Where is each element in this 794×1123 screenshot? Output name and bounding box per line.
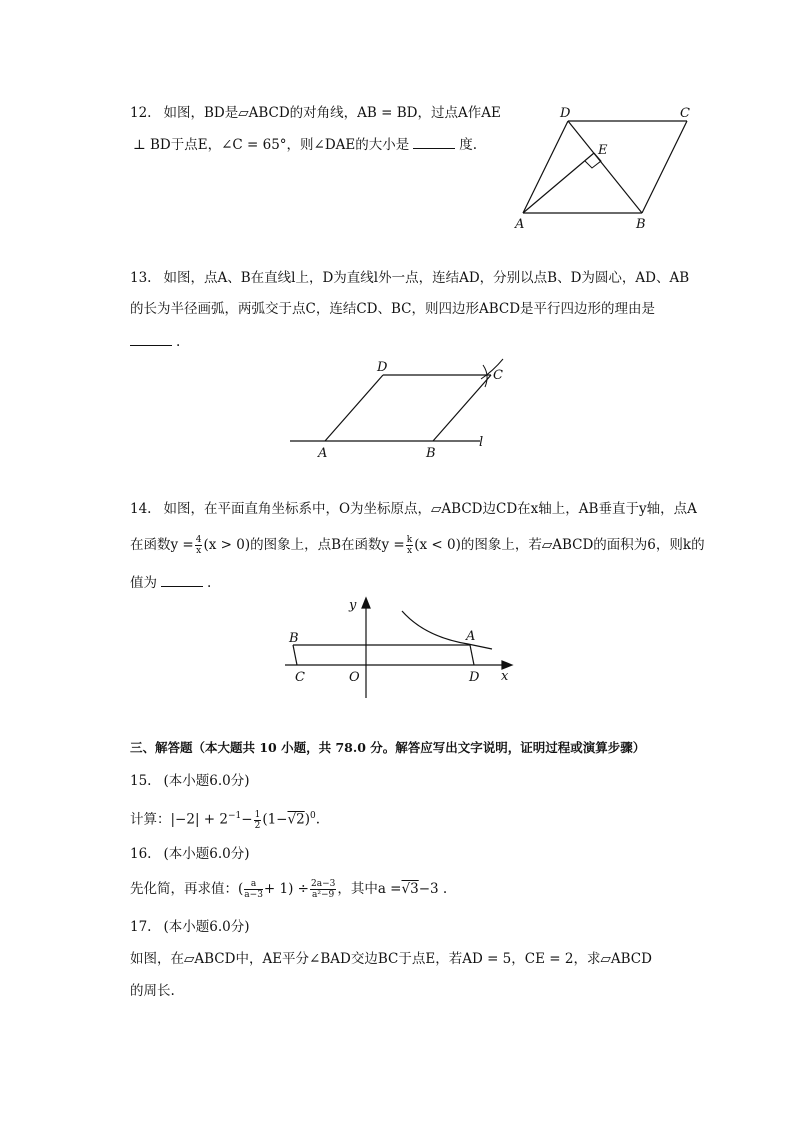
q15-expression	[130, 806, 320, 831]
q12-text2a: ⊥ BD于点E，∠C = 65°，则∠DAE的大小是	[133, 137, 410, 153]
q14-number: 14.	[130, 501, 152, 517]
q14-y-axis-arrow	[362, 598, 370, 608]
q12-text1: 如图，BD是▱ABCD的对角线，AB = BD，过点A作AE	[163, 105, 501, 121]
q14-label-A: A	[466, 629, 476, 644]
q13-line2: 的长为半径画弧，两弧交于点C，连结CD、BC，则四边形ABCD是平行四边形的理由是	[130, 301, 656, 317]
q16-fraction-1: $\frac{a}{a-3}$	[244, 879, 263, 900]
q12-label-A: A	[515, 217, 525, 232]
q16-expr-d: −3 .	[418, 881, 448, 897]
q13-label-A: A	[318, 446, 328, 461]
q13-label-D: D	[377, 360, 388, 375]
q13-text1: 如图，点A、B在直线l上，D为直线l外一点，连结AD，分别以点B、D为圆心，AD、AB	[163, 270, 690, 286]
q13-label-B: B	[426, 446, 436, 461]
q14-text2c: (x < 0)的图象上，若▱ABCD的面积为6，则k的	[414, 537, 705, 553]
q16-points: (本小题6.0分)	[163, 846, 250, 862]
q14-side-BC	[293, 645, 297, 665]
q16-sqrt3: √3	[401, 881, 419, 897]
q12-label-E: E	[598, 143, 608, 158]
q15-expr-a: 计算：|−2| + 2	[130, 811, 228, 828]
q13-figure	[285, 355, 515, 465]
q13-number: 13.	[130, 270, 152, 286]
q14-end: .	[207, 575, 212, 591]
q16-expr-c: ，其中a =	[337, 881, 402, 897]
q14-label-O: O	[349, 670, 360, 685]
q12-label-D: D	[560, 106, 571, 121]
q12-figure	[505, 100, 705, 235]
q14-line3	[130, 572, 211, 593]
q14-x-axis-arrow	[502, 661, 512, 669]
q13-line3	[130, 331, 180, 352]
q15-points: (本小题6.0分)	[163, 773, 250, 789]
q14-label-y: y	[349, 598, 357, 613]
q14-text2b: (x > 0)的图象上，点B在函数y =	[203, 537, 405, 553]
q15-expr-b: (1−	[262, 811, 288, 828]
q16-number: 16.	[130, 846, 152, 862]
q14-label-x: x	[501, 669, 509, 684]
q17-number: 17.	[130, 919, 152, 935]
q12-text2b: 度.	[459, 137, 478, 153]
q16-expr-b: + 1) ÷	[263, 881, 309, 897]
q13-side-AD	[325, 375, 383, 441]
q12-line2	[133, 134, 477, 155]
q15-minus: −	[241, 811, 253, 828]
q14-text2a: 在函数y =	[130, 537, 194, 553]
q17-line1: 如图，在▱ABCD中，AE平分∠BAD交边BC于点E，若AD = 5，CE = 2，求▱ABCD	[130, 951, 652, 967]
q14-line2	[130, 535, 705, 556]
q14-text1: 如图，在平面直角坐标系中，O为坐标原点，▱ABCD边CD在x轴上，AB垂直于y轴，点A	[163, 501, 697, 517]
q13-end: .	[176, 334, 181, 350]
q12-diagonal-BD	[568, 121, 642, 213]
q16-heading	[130, 844, 250, 864]
q14-label-B: B	[289, 631, 299, 646]
q15-heading	[130, 771, 250, 791]
q15-exponent-neg1: −1	[227, 811, 242, 821]
q17-points: (本小题6.0分)	[163, 919, 250, 935]
q14-label-C: C	[295, 670, 305, 685]
section3-header: 三、解答题（本大题共 10 小题，共 78.0 分。解答应写出文字说明，证明过程或演算步骤）	[130, 740, 646, 755]
q13-side-CB	[433, 375, 491, 441]
q15-sqrt2: √2	[287, 811, 305, 828]
q14-curve-y-4-over-x	[402, 611, 492, 649]
q12-side-AD	[523, 121, 568, 213]
q12-answer-blank	[413, 134, 455, 149]
q15-exponent-0: 0	[309, 811, 316, 821]
q13-line1	[130, 268, 689, 288]
q15-expr-c: )	[304, 811, 310, 828]
q15-number: 15.	[130, 773, 152, 789]
q13-label-l: l	[479, 435, 484, 450]
q12-number: 12.	[130, 105, 152, 121]
q14-answer-blank	[161, 572, 203, 587]
q13-answer-blank	[130, 331, 172, 346]
q12-label-B: B	[636, 217, 646, 232]
q16-fraction-2: $\frac{2a-3}{\text{a²−9}}$	[310, 879, 336, 900]
q14-line1	[130, 499, 697, 519]
q14-figure	[280, 592, 520, 702]
q12-side-CB	[642, 121, 687, 213]
q12-label-C: C	[680, 106, 690, 121]
q16-expression	[130, 879, 447, 900]
q12-line1	[130, 103, 501, 123]
q12-segment-AE	[523, 153, 594, 213]
q15-expr-end: .	[315, 811, 320, 828]
q16-expr-a: 先化简，再求值：(	[130, 881, 244, 897]
q14-label-D: D	[469, 670, 480, 685]
q13-label-C: C	[493, 368, 503, 383]
q17-heading	[130, 917, 250, 937]
q14-fraction-k-over-x: $\frac{k}{x}$	[406, 535, 413, 556]
q15-fraction-half: $\frac{1}{2}$	[254, 809, 261, 831]
q14-fraction-4-over-x: $\frac{4}{x}$	[195, 535, 202, 556]
q14-text3: 值为	[130, 575, 157, 591]
q14-side-AD	[470, 645, 474, 665]
q17-line2: 的周长.	[130, 983, 175, 999]
